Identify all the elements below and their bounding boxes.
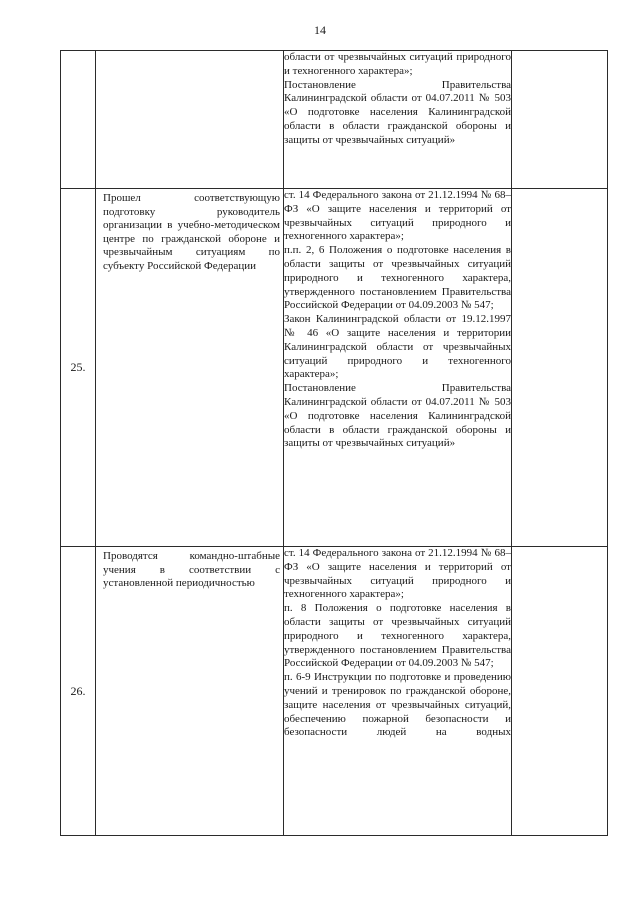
legal-act: п. 8 Положения о подготовке населения в области защиты от чрезвычайных ситуаций природного и техногенного характера, утвержденного постановлением Правительства Российской Федерации от 04.09.2003 № 547; bbox=[284, 602, 511, 670]
mark-cell bbox=[512, 51, 608, 189]
legal-act: Постановление Правительства Калининградской области от 04.07.2011 № 503 «О подготовке населения Калининградской области в области гражданской обороны и защиты от чрезвычайных ситуаций» bbox=[284, 78, 511, 146]
table-row bbox=[61, 547, 608, 836]
mark-cell bbox=[512, 189, 608, 547]
page-number: 14 bbox=[314, 23, 326, 37]
table-row bbox=[61, 51, 608, 189]
requirement-cell bbox=[96, 189, 284, 547]
requirement-cell bbox=[96, 547, 284, 836]
row-number: 26. bbox=[61, 547, 96, 836]
requirement-cell bbox=[96, 51, 284, 189]
legal-act: п.п. 2, 6 Положения о подготовке населения в области защиты от чрезвычайных ситуаций природного и техногенного характера, утвержденного постановлением Правительства Российской Федерации от 04.09.2003 № 547; bbox=[284, 244, 511, 312]
legal-act: области от чрезвычайных ситуаций природного и техногенного характера»; bbox=[284, 51, 511, 77]
mark-cell bbox=[512, 547, 608, 836]
requirement-text bbox=[96, 51, 283, 54]
requirement-text: Прошел соответствующую подготовку руководитель организации в учебно-методическом центре по гражданской обороне и чрезвычайным ситуациям по субъекту Российской Федерации bbox=[103, 192, 280, 272]
requirement-text: Проводятся командно-штабные учения в соответствии с установленной периодичностью bbox=[103, 550, 280, 589]
legal-act: Закон Калининградской области от 19.12.1997 № 46 «О защите населения и территории Калининградской области от чрезвычайных ситуаций природного и техногенного характера»; bbox=[284, 313, 511, 381]
legal-act: Постановление Правительства Калининградской области от 04.07.2011 № 503 «О подготовке населения Калининградской области в области гражданской обороны и защиты от чрезвычайных ситуаций» bbox=[284, 382, 511, 450]
legal-act: ст. 14 Федерального закона от 21.12.1994 № 68–ФЗ «О защите населения и территорий от чрезвычайных ситуаций природного и техногенного характера»; bbox=[284, 189, 511, 243]
legal-act: п. 6-9 Инструкции по подготовке и проведению учений и тренировок по гражданской обороне, защите населения от чрезвычайных ситуаций, обеспечению пожарной безопасности и безопасности людей на водных bbox=[284, 671, 511, 739]
row-number bbox=[61, 51, 96, 189]
legal-acts-cell bbox=[284, 189, 512, 547]
table-row bbox=[61, 189, 608, 547]
requirements-table bbox=[60, 50, 608, 836]
legal-act: ст. 14 Федерального закона от 21.12.1994 № 68–ФЗ «О защите населения и территорий от чрезвычайных ситуаций природного и техногенного характера»; bbox=[284, 547, 511, 601]
legal-acts-cell bbox=[284, 51, 512, 189]
legal-acts-cell bbox=[284, 547, 512, 836]
row-number: 25. bbox=[61, 189, 96, 547]
